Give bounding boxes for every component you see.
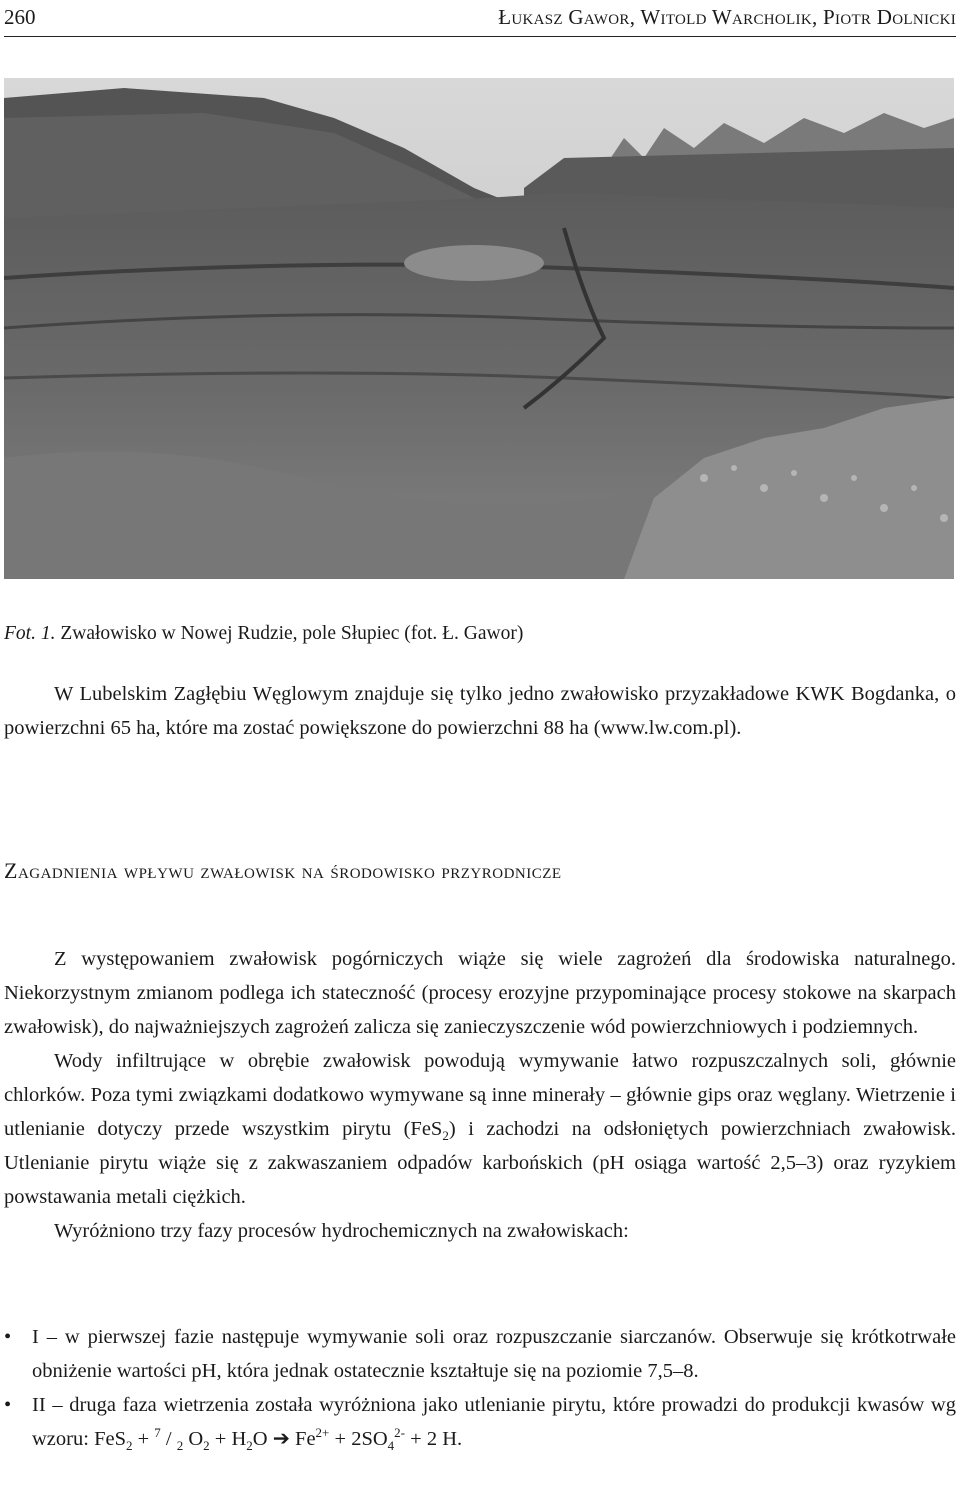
paragraph-3: Wyróżniono trzy fazy procesów hydrochemicznych na zwałowiskach: (54, 1220, 629, 1242)
figure-label: Fot. 1. (4, 623, 56, 644)
formula-part: Fe (289, 1428, 316, 1450)
section-body (4, 942, 956, 1248)
formula-part: O (183, 1428, 204, 1450)
formula-superscript: 7 (154, 1425, 161, 1441)
list-item-text: II – druga faza wietrzenia została wyróżniona jako utlenianie pirytu, które prowadzi do produkcji kwasów wg wzoru: (32, 1394, 956, 1450)
formula-subscript: 2 (125, 1438, 133, 1454)
page-number: 260 (4, 5, 36, 29)
list-item (4, 1388, 956, 1456)
landscape-photo-image (4, 78, 954, 579)
phase-list (4, 1320, 956, 1456)
running-header (4, 0, 956, 37)
bullet-icon: • (4, 1326, 12, 1348)
formula-part: / (160, 1428, 177, 1450)
formula-subscript: 2 (176, 1438, 184, 1454)
formula-part: + 2SO (329, 1428, 388, 1450)
formula-subscript: 4 (387, 1438, 395, 1454)
formula-subscript: 2 (246, 1438, 253, 1454)
figure-caption-text: Zwałowisko w Nowej Rudzie, pole Słupiec (fot. Ł. Gawor) (55, 623, 524, 644)
section-heading: Zagadnienia wpływu zwałowisk na środowisko przyrodnicze (4, 858, 562, 883)
list-item (4, 1320, 956, 1388)
formula-part: O (252, 1428, 273, 1450)
list-item-text: I – w pierwszej fazie następuje wymywanie soli oraz rozpuszczanie siarczanów. Obserwuje się krótkotrwałe obniżenie wartości pH, która jednak ostatecznie kształtuje się na poziomie 7,5–8. (32, 1326, 956, 1382)
formula-part: FeS (94, 1428, 126, 1450)
formula-part: + H (209, 1428, 247, 1450)
chemical-formula (94, 1425, 463, 1454)
running-authors: Łukasz Gawor, Witold Warcholik, Piotr Dolnicki (498, 5, 956, 29)
figure-caption (4, 621, 523, 647)
arrow-right-icon: ➔ (272, 1428, 290, 1450)
paragraph-2-subscript: 2 (442, 1128, 449, 1144)
paragraph-2-part-a: Wody infiltrujące w obrębie zwałowisk powodują wymywanie łatwo rozpuszczalnych soli, głównie chlorków. Poza tymi związkami dodatkowo wymywane są inne minerały – głównie gips oraz węglany. Wietrzenie i utlenianie dotyczy przede wszystkim pirytu (FeS (4, 1050, 956, 1140)
formula-subscript: 2 (203, 1438, 210, 1454)
paragraph-2-part-b: ) i zachodzi na odsłoniętych powierzchniach zwałowisk. Utlenianie pirytu wiąże się z zakwaszaniem odpadów karbońskich (pH osiąga wartość 2,5–3) oraz ryzykiem powstawania metali ciężkich. (4, 1118, 956, 1208)
intro-paragraph: W Lubelskim Zagłębiu Węglowym znajduje się tylko jedno zwałowisko przyzakładowe KWK Bogdanka, o powierzchni 65 ha, które ma zostać powiększone do powierzchni 88 ha (www.lw.com.pl). (4, 683, 956, 739)
figure-photo (4, 78, 954, 579)
bullet-icon: • (4, 1394, 12, 1416)
formula-part: + 2 H. (405, 1428, 463, 1450)
formula-superscript: 2- (394, 1425, 406, 1441)
formula-superscript: 2+ (315, 1425, 330, 1441)
paragraph-1: Z występowaniem zwałowisk pogórniczych wiąże się wiele zagrożeń dla środowiska naturalnego. Niekorzystnym zmianom podlega ich stateczność (procesy erozyjne przypominające procesy stokowe na skarpach zwałowisk), do najważniejszych zagrożeń zalicza się zanieczyszczenie wód powierzchniowych i podziemnych. (4, 948, 956, 1038)
formula-part: + (132, 1428, 155, 1450)
paragraph-2 (4, 1044, 956, 1214)
